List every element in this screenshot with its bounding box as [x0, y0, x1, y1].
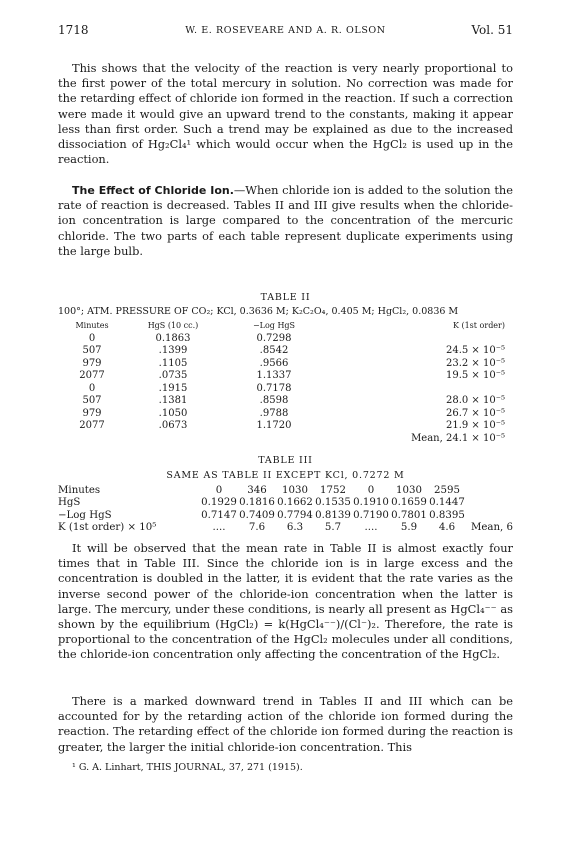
table-cell: 26.7 × 10⁻⁵: [445, 407, 505, 419]
table-row: [58, 358, 513, 371]
table2-caption: TABLE II: [260, 292, 311, 303]
table-cell: 0: [367, 485, 375, 496]
table-cell: 21.9 × 10⁻⁵: [445, 420, 505, 431]
volume-label: Vol. 51: [471, 23, 513, 37]
table-row: [58, 333, 513, 346]
table-cell: .1105: [158, 357, 188, 369]
table-cell: 0.7801: [391, 509, 427, 521]
table3-row-label: −Log HgS: [58, 509, 112, 521]
table-cell: 5.9: [400, 522, 418, 534]
table-cell: 1.1720: [256, 420, 292, 431]
section-heading: The Effect of Chloride Ion.: [72, 184, 234, 197]
table-cell: .9788: [259, 407, 289, 419]
running-title: W. E. ROSEVEARE AND A. R. OLSON: [185, 25, 386, 36]
table-cell: 0.1535: [315, 497, 351, 509]
table2-header-k: K (1st order): [452, 321, 505, 330]
table3-mean: Mean, 6: [470, 522, 513, 534]
table-cell: 0: [88, 332, 96, 344]
table2-header-minutes: Minutes: [75, 321, 109, 330]
table-cell: 0.1447: [429, 497, 465, 509]
table2-header-hgs: HgS (10 cc.): [147, 321, 199, 330]
paragraph-downward-trend: There is a marked downward trend in Tables II and III which can be accounted for by the retarding action of the chloride ion formed during the reaction. The retarding effect of the chloride ion formed during the reaction is greater, the larger the initial chloride-ion concentration. This: [58, 694, 513, 754]
table3-caption: TABLE III: [258, 455, 313, 466]
table-cell: 0.7190: [353, 509, 389, 521]
paragraph-chloride-effect-text: —When chloride ion is added to the solution the rate of reaction is decreased. Tables II and III give results when the chloride-ion concentration is large compared to the concentration of the mercuric chloride. The two parts of each table represent duplicate experiments using the large bulb.: [58, 183, 514, 258]
table-cell: 0.1659: [391, 497, 427, 509]
table-cell: ....: [212, 522, 226, 534]
table-cell: 0.1910: [353, 497, 389, 509]
paragraph-rate-first-order: This shows that the velocity of the reaction is very nearly proportional to the first power of the total mercury in solution. No correction was made for the retarding effect of chloride ion formed in the reaction. If such a correction were made it would give an upward trend to the constants, making it appear less than first order. Such a trend may be explained as due to the increased dissociation of Hg₂Cl₄¹ which would occur when the HgCl₂ is used up in the reaction.: [58, 61, 513, 167]
table-cell: .0735: [158, 370, 188, 381]
table-cell: 0.7794: [277, 509, 313, 521]
table-cell: 979: [82, 357, 102, 369]
table3-row-label: Minutes: [58, 485, 101, 496]
table2-mean-row: [58, 433, 513, 446]
table-cell: .8542: [259, 345, 289, 356]
table-cell: .1915: [158, 382, 188, 394]
table2-conditions: 100°; ATM. PRESSURE OF CO₂; KCl, 0.3636 M; K₂C₂O₄, 0.405 M; HgCl₂, 0.0836 M: [58, 306, 459, 317]
table-cell: 1.1337: [256, 370, 292, 381]
table-cell: 2077: [79, 370, 105, 381]
table-row: [58, 395, 513, 408]
table-cell: 7.6: [248, 522, 266, 534]
table-cell: .9566: [259, 357, 289, 369]
table-cell: 0.1929: [201, 497, 237, 509]
table-cell: 2595: [434, 485, 460, 496]
paragraph-mean-rate: It will be observed that the mean rate in Table II is almost exactly four times that in Table III. Since the chloride ion is in large excess and the concentration is doubled in the latter, it is evident that the rate varies as the inverse second power of the chloride-ion concentration when the latter is large. The mercury, under these conditions, is nearly all present as HgCl₄⁻⁻ as shown by the equilibrium (HgCl₂) = k(HgCl₄⁻⁻)/(Cl⁻)₂. Therefore, the rate is proportional to the concentration of the HgCl₂ molecules under all conditions, the chloride-ion concentration only affecting the concentration of the HgCl₂.: [58, 541, 513, 662]
table-cell: 6.3: [286, 522, 304, 534]
table-cell: 346: [247, 485, 267, 496]
table-row: [58, 345, 513, 358]
table-row: [58, 408, 513, 421]
table2-header-row: [58, 320, 513, 333]
table-cell: .8598: [259, 395, 289, 406]
table-cell: 0.7298: [256, 332, 292, 344]
table-row: [58, 522, 513, 534]
table-cell: 23.2 × 10⁻⁵: [445, 357, 505, 369]
table-cell: ....: [364, 522, 378, 534]
table-cell: 4.6: [438, 522, 456, 534]
table-row: [58, 420, 513, 433]
table-cell: 19.5 × 10⁻⁵: [445, 370, 505, 381]
table-cell: 5.7: [324, 522, 342, 534]
table-cell: 0.1863: [155, 332, 191, 344]
table-row: [58, 383, 513, 396]
table-cell: 1030: [282, 485, 308, 496]
table-cell: 28.0 × 10⁻⁵: [445, 395, 505, 406]
table-cell: 507: [82, 395, 102, 406]
table-cell: 2077: [79, 420, 105, 431]
table-cell: 0.7147: [201, 509, 237, 521]
page-number: 1718: [58, 23, 89, 37]
table-cell: 0: [88, 382, 96, 394]
table-cell: 0.7178: [256, 382, 292, 394]
table-cell: 979: [82, 407, 102, 419]
table-cell: 1752: [320, 485, 346, 496]
table-cell: 0.1816: [239, 497, 275, 509]
table-row: [58, 370, 513, 383]
table-cell: 0.8139: [315, 509, 351, 521]
table-row: [58, 497, 513, 509]
table2-header-log-hgs: −Log HgS: [252, 321, 296, 330]
table-cell: 24.5 × 10⁻⁵: [445, 345, 505, 356]
table3-row-label: K (1st order) × 10⁵: [58, 522, 157, 534]
table-cell: [328, 383, 513, 396]
table-cell: 0.7409: [239, 509, 275, 521]
table-cell: 507: [82, 345, 102, 356]
table2-mean: Mean, 24.1 × 10⁻⁵: [411, 432, 505, 444]
table-cell: [328, 333, 513, 346]
table-cell: .1381: [158, 395, 188, 406]
table3: [58, 485, 513, 535]
table-cell: 0.8395: [429, 509, 465, 521]
table-cell: 0: [215, 485, 223, 496]
table3-subtitle: SAME AS TABLE II EXCEPT KCl, 0.7272 M: [166, 470, 405, 481]
table2: [58, 320, 513, 445]
table-cell: .1050: [158, 407, 188, 419]
table-cell: 0.1662: [277, 497, 313, 509]
footnote: ¹ G. A. Linhart, THIS JOURNAL, 37, 271 (1915).: [72, 762, 303, 773]
running-header: [58, 23, 513, 39]
table3-row-label: HgS: [58, 497, 81, 509]
table-cell: .0673: [158, 420, 188, 431]
table-cell: .1399: [158, 345, 188, 356]
table-cell: 1030: [396, 485, 422, 496]
table-row: [58, 510, 513, 522]
table-row: [58, 485, 513, 497]
paragraph-chloride-effect: [58, 183, 513, 259]
